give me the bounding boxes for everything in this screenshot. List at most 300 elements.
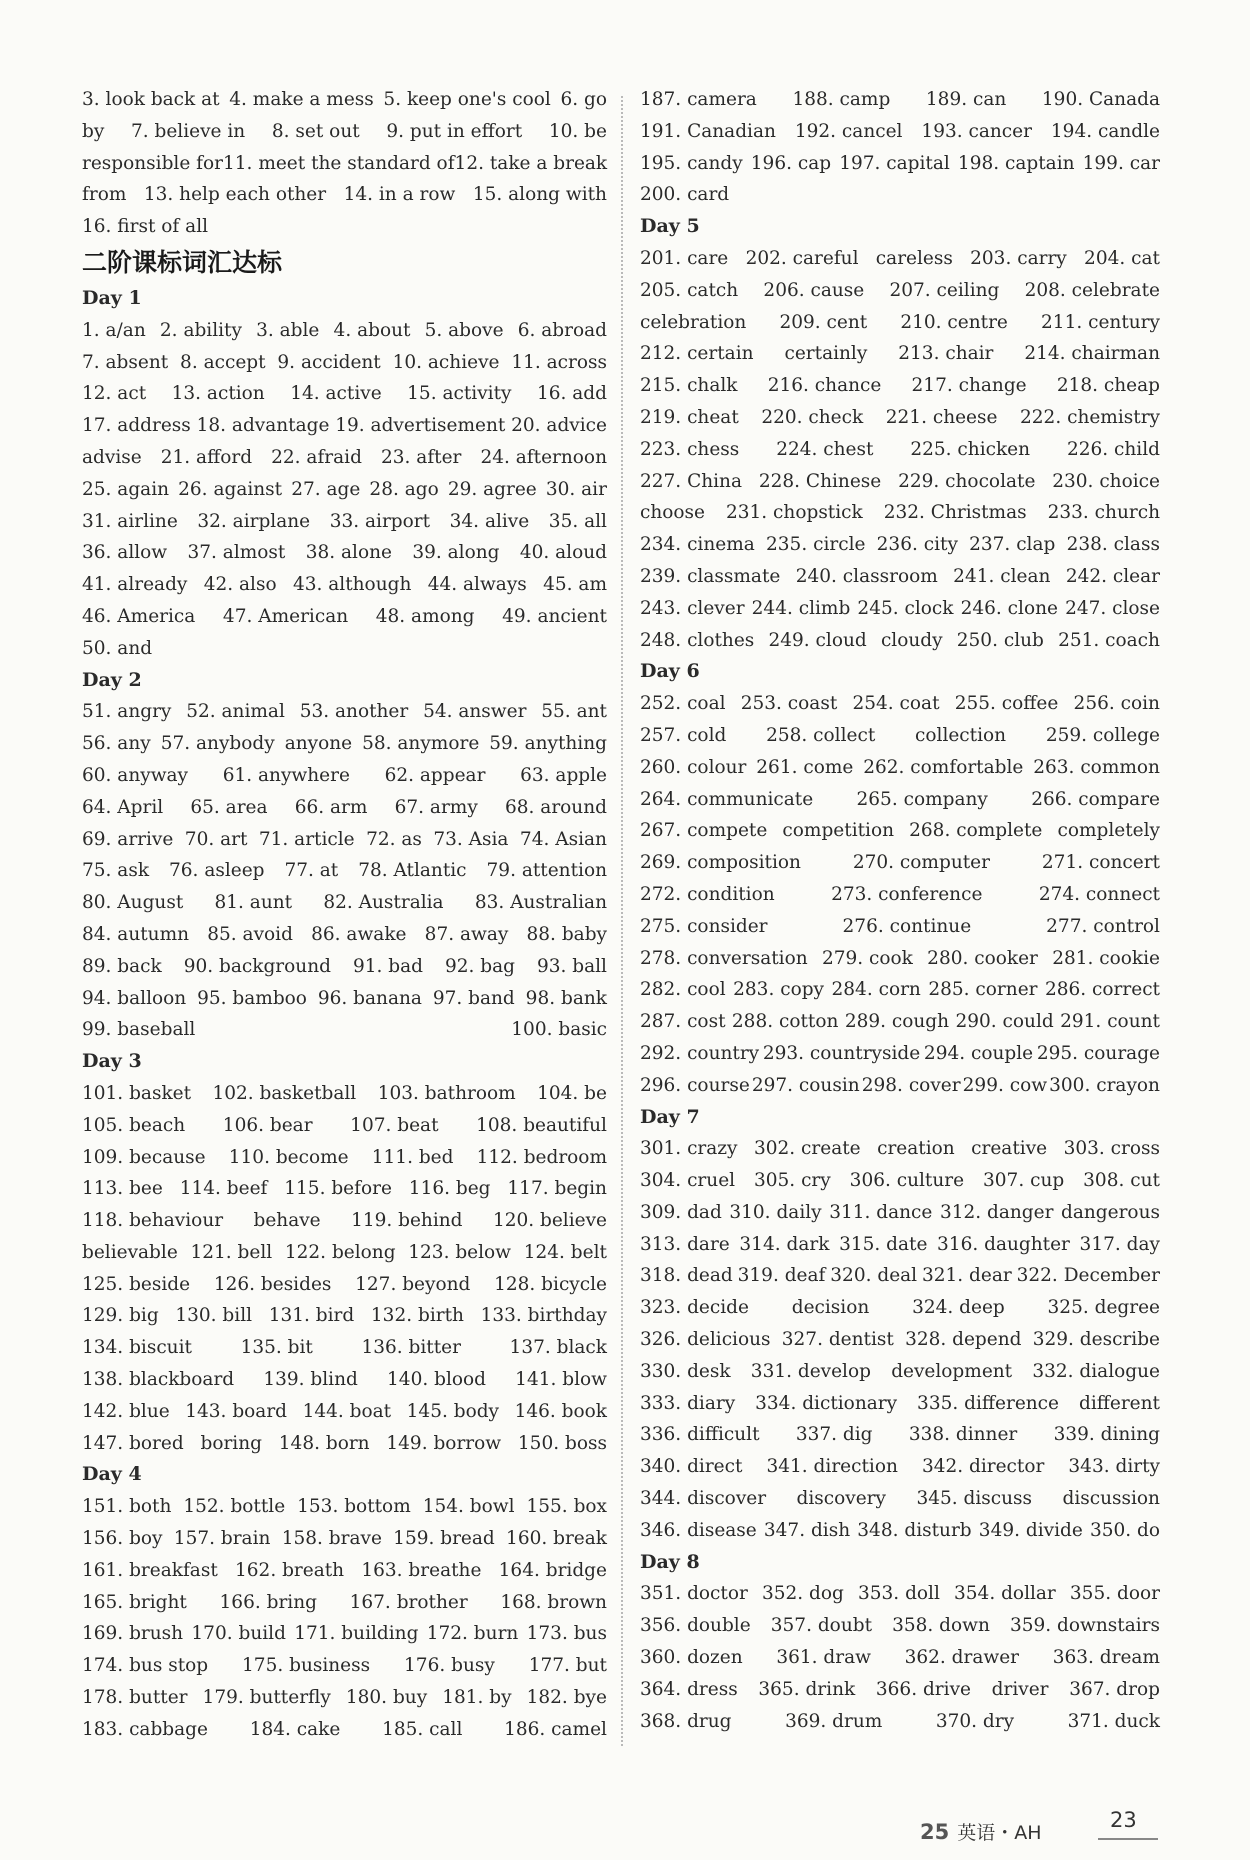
vocab-entry: celebration [640, 311, 747, 333]
vocab-entry: 217. change [911, 375, 1027, 397]
vocab-line [640, 370, 1160, 402]
vocab-line [82, 378, 607, 410]
vocab-entry: 261. come [756, 756, 854, 778]
vocab-entry: 185. call [382, 1718, 463, 1740]
vocab-entry: 137. black [509, 1337, 607, 1359]
vocab-entry: 308. cut [1083, 1170, 1160, 1192]
vocab-entry: 277. control [1046, 915, 1160, 937]
vocab-entry: 281. cookie [1052, 947, 1160, 969]
vocab-entry: 12. take a break [454, 152, 608, 174]
vocab-line [82, 601, 607, 633]
vocab-entry: 156. boy [82, 1528, 163, 1550]
vocab-entry: 74. Asian [519, 828, 607, 850]
vocab-entry: 318. dead [640, 1265, 733, 1287]
vocab-entry: 346. disease [640, 1519, 757, 1541]
vocab-line [640, 1197, 1160, 1229]
vocab-entry: 3. look back at [82, 89, 220, 110]
vocab-line [82, 728, 607, 760]
vocab-entry: 275. consider [640, 915, 768, 937]
vocab-line [640, 529, 1160, 561]
vocab-entry: 344. discover [640, 1488, 767, 1510]
vocab-entry: 8. set out [271, 120, 360, 142]
vocab-entry: 260. colour [640, 756, 747, 778]
vocab-entry: 359. downstairs [1009, 1615, 1160, 1637]
vocab-entry: 43. although [292, 574, 412, 596]
vocab-line [82, 315, 607, 347]
vocab-entry: 122. belong [284, 1241, 396, 1263]
vocab-entry: 361. draw [776, 1647, 871, 1669]
vocab-entry: 183. cabbage [82, 1718, 208, 1740]
vocab-line [82, 1523, 607, 1555]
vocab-line [640, 338, 1160, 370]
vocab-entry: 161. breakfast [82, 1559, 218, 1581]
vocab-entry: 170. build [191, 1623, 286, 1645]
vocab-entry: 40. aloud [519, 542, 607, 564]
vocab-entry: 55. ant [541, 701, 607, 723]
vocab-entry: 312. danger [939, 1201, 1054, 1223]
vocab-line [640, 1419, 1160, 1451]
vocab-entry: 111. bed [371, 1146, 454, 1168]
vocab-entry: 220. check [761, 406, 864, 428]
vocab-entry: 97. band [432, 987, 515, 1009]
vocab-entry: 204. cat [1084, 247, 1160, 269]
vocab-entry: 8. accept [180, 351, 266, 373]
vocab-entry: 229. chocolate [898, 470, 1036, 492]
vocab-entry: 70. art [184, 828, 248, 850]
vocab-entry: 52. animal [186, 701, 285, 723]
vocab-entry: 325. degree [1047, 1297, 1160, 1319]
vocab-entry: 61. anywhere [222, 764, 350, 786]
vocab-entry: 345. discuss [916, 1488, 1033, 1510]
vocab-entry: 24. afternoon [480, 446, 607, 468]
vocab-entry: 268. complete [909, 820, 1043, 842]
vocab-entry: 5. keep one's cool [383, 89, 551, 110]
vocab-entry: 151. both [82, 1496, 172, 1518]
vocab-entry: 93. ball [536, 955, 607, 977]
vocab-line [640, 116, 1160, 148]
vocab-line [82, 84, 607, 116]
vocab-entry: 232. Christmas [883, 502, 1027, 524]
vocab-entry: 88. baby [526, 923, 607, 945]
vocab-entry: 335. difference [917, 1392, 1059, 1414]
vocab-line [82, 1396, 607, 1428]
vocab-entry: 181. by [442, 1687, 512, 1709]
vocab-entry: 246. clone [960, 597, 1058, 619]
vocab-entry: 69. arrive [82, 828, 174, 850]
vocab-entry: 306. culture [849, 1170, 965, 1192]
vocab-entry: 179. butterfly [202, 1687, 331, 1709]
vocab-entry: 242. clear [1065, 565, 1160, 587]
vocab-entry: 83. Australian [474, 892, 607, 914]
vocab-entry: 149. borrow [386, 1432, 502, 1454]
vocab-entry: 276. continue [842, 915, 972, 937]
day-heading: Day 3 [82, 1050, 142, 1073]
vocab-line [82, 474, 607, 506]
day-heading: Day 8 [640, 1550, 700, 1573]
vocab-entry: 121. bell [190, 1241, 273, 1263]
vocab-entry: 117. begin [507, 1178, 607, 1200]
vocab-entry: 46. America [82, 605, 196, 627]
vocab-entry: 364. dress [640, 1678, 738, 1700]
vocab-entry: 230. choice [1052, 470, 1160, 492]
vocab-entry: 216. chance [767, 375, 882, 397]
vocab-entry: 254. coat [852, 693, 940, 715]
vocab-entry: 244. climb [751, 597, 851, 619]
vocab-entry: 25. again [82, 478, 170, 500]
left-column [82, 84, 607, 1746]
vocab-entry: 67. army [394, 796, 478, 818]
vocab-entry: 201. care [640, 247, 729, 269]
vocab-entry: 310. daily [729, 1201, 822, 1223]
vocab-line [82, 1078, 607, 1110]
vocab-line [640, 784, 1160, 816]
vocab-entry: 321. dear [921, 1265, 1012, 1287]
vocab-entry: 352. dog [761, 1583, 844, 1605]
vocab-entry: 7. absent [82, 351, 169, 373]
vocab-entry: 213. chair [898, 343, 994, 365]
vocab-entry: 23. after [381, 446, 462, 468]
vocab-entry: 197. capital [839, 152, 950, 174]
section-title: 二阶课标词汇达标 [82, 247, 283, 277]
vocab-entry: 324. deep [912, 1297, 1005, 1319]
vocab-line [82, 1173, 607, 1205]
vocab-entry: 58. anymore [362, 733, 480, 755]
vocab-entry: 100. basic [511, 1019, 607, 1041]
vocab-entry: 50. and [82, 637, 153, 659]
vocab-entry: 15. activity [407, 383, 512, 405]
vocab-entry: 278. conversation [640, 947, 808, 969]
vocab-entry: 140. blood [387, 1369, 486, 1391]
page-footer [920, 1818, 1042, 1845]
vocab-line [82, 211, 607, 243]
vocab-entry: 9. put in effort [386, 120, 523, 142]
vocab-entry: 7. believe in [130, 120, 246, 142]
vocab-entry: 283. copy [733, 979, 825, 1001]
day-heading: Day 4 [82, 1463, 142, 1486]
vocab-entry: 340. direct [640, 1456, 743, 1478]
footer-brand: 25 [920, 1819, 950, 1844]
vocab-entry: 314. dark [739, 1233, 830, 1255]
vocab-entry: 132. birth [370, 1305, 464, 1327]
vocab-entry: 303. cross [1063, 1138, 1160, 1160]
vocab-entry: 258. collect [766, 724, 876, 746]
vocab-line [82, 116, 607, 148]
vocab-line [640, 1483, 1160, 1515]
vocab-entry: 211. century [1041, 311, 1160, 333]
vocab-entry: 172. burn [426, 1623, 519, 1645]
vocab-entry: 182. bye [526, 1687, 607, 1709]
vocab-entry: 33. airport [329, 510, 431, 532]
vocab-entry: 103. bathroom [377, 1082, 516, 1104]
vocab-entry: 282. cool [640, 979, 726, 1001]
vocab-entry: 193. cancer [921, 120, 1032, 142]
vocab-entry: anyone [284, 733, 353, 755]
vocab-entry: 26. against [178, 478, 283, 500]
vocab-entry: 349. divide [978, 1519, 1083, 1541]
vocab-entry: 4. make a mess [229, 89, 374, 110]
vocab-entry: 95. bamboo [197, 987, 307, 1009]
vocab-line [640, 720, 1160, 752]
vocab-entry: 150. boss [517, 1432, 607, 1454]
day-heading: Day 6 [640, 660, 700, 683]
vocab-entry: 120. believe [492, 1210, 607, 1232]
vocab-entry: 11. meet the standard of [223, 152, 455, 174]
vocab-entry: 163. breathe [361, 1559, 482, 1581]
vocab-entry: 186. camel [504, 1718, 607, 1740]
vocab-entry: 336. difficult [640, 1424, 760, 1446]
vocab-entry: 245. clock [857, 597, 954, 619]
vocab-entry: 131. bird [268, 1305, 355, 1327]
vocab-entry: 228. Chinese [758, 470, 882, 492]
vocab-line [640, 434, 1160, 466]
vocab-line [640, 752, 1160, 784]
vocab-line [640, 275, 1160, 307]
vocab-entry: cloudy [880, 629, 943, 651]
vocab-entry: 114. beef [179, 1178, 268, 1200]
vocab-entry: 351. doctor [640, 1583, 748, 1605]
day-heading: Day 7 [640, 1105, 700, 1128]
vocab-entry: 203. carry [970, 247, 1067, 269]
vocab-entry: dangerous [1061, 1201, 1160, 1223]
vocab-entry: 104. be [537, 1082, 607, 1104]
vocab-entry: 253. coast [740, 693, 838, 715]
vocab-line [82, 569, 607, 601]
vocab-line [82, 1269, 607, 1301]
vocab-line [640, 1133, 1160, 1165]
vocab-line [82, 1300, 607, 1332]
vocab-entry: 196. cap [750, 152, 832, 174]
vocab-entry: 90. background [183, 955, 331, 977]
vocab-entry: 221. cheese [885, 406, 998, 428]
vocab-entry: 79. attention [486, 860, 607, 882]
vocab-line [640, 307, 1160, 339]
vocab-entry: 45. am [543, 574, 607, 596]
vocab-entry: 11. across [511, 351, 607, 373]
vocab-entry: 369. drum [785, 1710, 883, 1732]
vocab-entry: 73. Asia [433, 828, 509, 850]
vocab-entry: 241. clean [953, 565, 1051, 587]
vocab-entry: 371. duck [1067, 1710, 1160, 1732]
vocab-entry: from [82, 184, 127, 206]
vocab-entry: 331. develop [750, 1360, 871, 1382]
vocab-line [82, 633, 607, 665]
vocab-line [640, 1610, 1160, 1642]
vocab-entry: 296. course [640, 1074, 750, 1096]
vocab-entry: 343. dirty [1068, 1456, 1160, 1478]
vocab-entry: 209. cent [779, 311, 868, 333]
vocab-line [82, 1555, 607, 1587]
vocab-line [82, 1110, 607, 1142]
vocab-entry: 157. brain [173, 1528, 271, 1550]
vocab-entry: 365. drink [758, 1678, 856, 1700]
vocab-entry: 85. avoid [207, 923, 293, 945]
vocab-entry: 279. cook [821, 947, 913, 969]
vocab-entry: 29. agree [447, 478, 537, 500]
vocab-line [82, 1364, 607, 1396]
vocab-entry: 355. door [1069, 1583, 1160, 1605]
vocab-entry: collection [915, 724, 1007, 746]
vocab-line [82, 148, 607, 180]
vocab-entry: 110. become [228, 1146, 349, 1168]
vocab-line [82, 179, 607, 211]
vocab-line [640, 84, 1160, 116]
vocab-line [640, 815, 1160, 847]
vocab-entry: 166. bring [219, 1591, 317, 1613]
vocab-entry: 47. American [222, 605, 349, 627]
vocab-entry: careless [875, 247, 953, 269]
vocab-entry: 98. bank [525, 987, 607, 1009]
vocab-entry: believable [82, 1241, 178, 1263]
vocab-line [640, 148, 1160, 180]
vocab-entry: driver [991, 1678, 1049, 1700]
vocab-entry: 356. double [640, 1615, 751, 1637]
vocab-entry: 338. dinner [908, 1424, 1018, 1446]
vocab-line [82, 410, 607, 442]
vocab-line [640, 974, 1160, 1006]
vocab-entry: 192. cancel [794, 120, 903, 142]
vocab-entry: 68. around [504, 796, 607, 818]
vocab-entry: 311. dance [829, 1201, 933, 1223]
vocab-entry: 144. boat [302, 1400, 392, 1422]
vocab-line [82, 1650, 607, 1682]
vocab-entry: 249. cloud [768, 629, 867, 651]
vocab-entry: 200. card [640, 184, 730, 206]
vocab-entry: discussion [1062, 1488, 1160, 1510]
vocab-entry: 91. bad [352, 955, 423, 977]
vocab-entry: 243. clever [640, 597, 745, 619]
vocab-entry: 300. crayon [1049, 1074, 1160, 1096]
vocab-entry: 129. big [82, 1305, 159, 1327]
vocab-line [82, 1491, 607, 1523]
vocab-entry: 134. biscuit [82, 1337, 192, 1359]
vocab-entry: 250. club [956, 629, 1044, 651]
vocab-line [640, 593, 1160, 625]
vocab-entry: 175. business [242, 1655, 371, 1677]
vocab-entry: 259. college [1045, 724, 1160, 746]
vocab-entry: 298. cover [861, 1074, 961, 1096]
vocab-entry: 205. catch [640, 279, 739, 301]
vocab-entry: 202. careful [745, 247, 859, 269]
vocab-entry: 16. add [536, 383, 607, 405]
vocab-entry: 60. anyway [82, 764, 189, 786]
vocab-entry: 54. answer [423, 701, 527, 723]
vocab-entry: 108. beautiful [476, 1114, 607, 1136]
vocab-entry: 62. appear [384, 764, 486, 786]
vocab-entry: 96. banana [317, 987, 422, 1009]
vocab-entry: 28. ago [369, 478, 439, 500]
day-heading: Day 1 [82, 286, 142, 309]
vocab-entry: 63. apple [520, 764, 607, 786]
vocab-entry: 270. computer [852, 852, 990, 874]
vocab-entry: 370. dry [935, 1710, 1015, 1732]
vocab-entry: by [82, 120, 105, 142]
vocab-entry: 82. Australia [323, 892, 444, 914]
vocab-entry: advise [82, 446, 142, 468]
vocab-entry: 347. dish [763, 1519, 851, 1541]
vocab-line [82, 1428, 607, 1460]
vocab-entry: 16. first of all [82, 216, 209, 238]
vocab-entry: different [1078, 1392, 1160, 1414]
vocab-entry: 101. basket [82, 1082, 192, 1104]
vocab-entry: 286. correct [1044, 979, 1160, 1001]
vocab-entry: 367. drop [1069, 1678, 1160, 1700]
vocab-entry: 288. cotton [731, 1011, 839, 1033]
vocab-entry: choose [640, 502, 705, 524]
vocab-entry: 320. deal [830, 1265, 918, 1287]
vocab-line [640, 1706, 1160, 1738]
vocab-entry: 319. deaf [737, 1265, 826, 1287]
vocab-entry: 9. accident [277, 351, 381, 373]
vocab-line [82, 792, 607, 824]
vocab-entry: 146. book [514, 1400, 607, 1422]
vocab-entry: 30. air [545, 478, 607, 500]
vocab-entry: 184. cake [249, 1718, 341, 1740]
vocab-entry: 342. director [921, 1456, 1045, 1478]
vocab-entry: 5. above [424, 319, 504, 341]
vocab-entry: 4. about [333, 319, 411, 341]
vocab-entry: 350. do [1089, 1519, 1160, 1541]
vocab-entry: 317. day [1079, 1233, 1160, 1255]
vocab-line [640, 1578, 1160, 1610]
vocab-entry: 27. age [291, 478, 361, 500]
vocab-entry: 127. beyond [355, 1273, 471, 1295]
vocab-line [640, 1674, 1160, 1706]
vocab-line [640, 1070, 1160, 1102]
vocab-entry: 329. describe [1032, 1329, 1160, 1351]
vocab-entry: 309. dad [640, 1201, 722, 1223]
vocab-entry: 94. balloon [82, 987, 187, 1009]
vocab-entry: creative [971, 1138, 1048, 1160]
vocab-entry: 257. cold [640, 724, 727, 746]
vocab-entry: 92. bag [444, 955, 515, 977]
vocab-entry: 360. dozen [640, 1647, 743, 1669]
vocab-entry: 332. dialogue [1032, 1360, 1160, 1382]
vocab-entry: 219. cheat [640, 406, 739, 428]
vocab-line [82, 951, 607, 983]
vocab-entry: 20. advice [511, 415, 607, 437]
vocab-entry: 89. back [82, 955, 162, 977]
vocab-line [82, 347, 607, 379]
vocab-entry: 2. ability [159, 319, 242, 341]
vocab-entry: 189. can [925, 89, 1007, 110]
vocab-entry: boring [200, 1432, 262, 1454]
day-heading: Day 2 [82, 668, 142, 691]
vocab-entry: 75. ask [82, 860, 150, 882]
vocab-entry: 341. direction [766, 1456, 898, 1478]
vocab-line [640, 1388, 1160, 1420]
vocab-entry: 136. bitter [361, 1337, 461, 1359]
vocab-entry: 222. chemistry [1020, 406, 1160, 428]
vocab-line [82, 1205, 607, 1237]
vocab-entry: 81. aunt [214, 892, 293, 914]
vocab-entry: 240. classroom [795, 565, 938, 587]
vocab-entry: 102. basketball [212, 1082, 357, 1104]
vocab-entry: 17. address [82, 415, 191, 437]
page-number-rule [1098, 1838, 1158, 1840]
vocab-entry: 155. box [526, 1496, 607, 1518]
vocab-entry: 233. church [1047, 502, 1160, 524]
vocab-entry: 231. chopstick [725, 502, 863, 524]
vocab-entry: 333. diary [640, 1392, 736, 1414]
vocab-line [640, 847, 1160, 879]
vocab-entry: 130. bill [175, 1305, 253, 1327]
right-column [640, 84, 1160, 1737]
vocab-entry: 210. centre [900, 311, 1008, 333]
vocab-entry: 289. cough [844, 1011, 950, 1033]
vocab-line [640, 1292, 1160, 1324]
vocab-entry: 339. dining [1053, 1424, 1160, 1446]
vocab-entry: 86. awake [311, 923, 407, 945]
